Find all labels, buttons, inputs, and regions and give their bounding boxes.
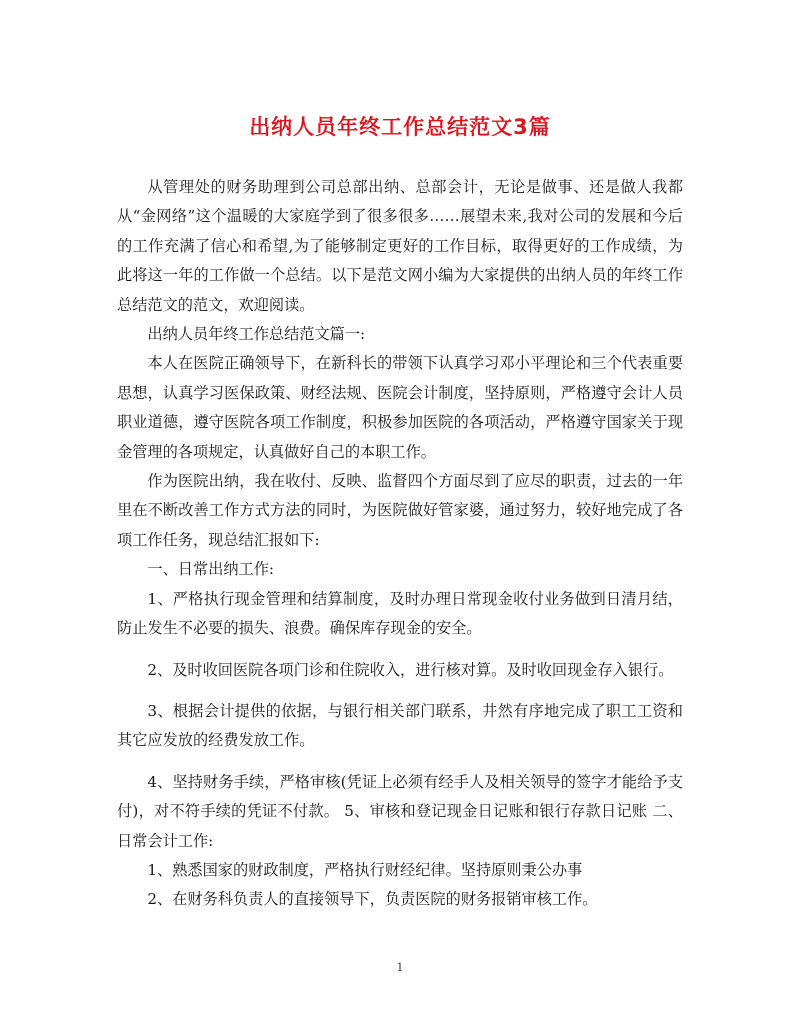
paragraph-list-item: 2、及时收回医院各项门诊和住院收入，进行核对算。及时收回现金存入银行。 [147,660,674,679]
paragraph-section-heading: 出纳人员年终工作总结范文篇一: [147,325,366,344]
document-title: 出纳人员年终工作总结范文3篇 [249,115,551,139]
document-body [117,173,683,915]
paragraph-body: 本人在医院正确领导下，在新科长的带领下认真学习邓小平理论和三个代表重要思想，认真学习医保政策、财经法规、医院会计制度，坚持原则，严格遵守会计人员职业道德，遵守医院各项工作制度，积极参加医院的各项活动，严格遵守国家关于现金管理的各项规定，认真做好自己的本职工作。 [117,354,683,461]
paragraph-list-item: 3、根据会计提供的依据，与银行相关部门联系，井然有序地完成了职工工资和其它应发放的经费发放工作。 [117,701,683,750]
page-number: 1 [396,961,404,974]
paragraph-list-item: 1、熟悉国家的财政制度，严格执行财经纪律。坚持原则秉公办事 [147,860,583,879]
paragraph-subheading: 一、日常出纳工作: [147,560,275,579]
paragraph-list-item: 1、严格执行现金管理和结算制度，及时办理日常现金收付业务做到日清月结，防止发生不必要的损失、浪费。确保库存现金的安全。 [117,589,683,638]
paragraph-body: 作为医院出纳，我在收付、反映、监督四个方面尽到了应尽的职责，过去的一年里在不断改善工作方式方法的同时，为医院做好管家婆，通过努力，较好地完成了各项工作任务，现总结汇报如下: [117,472,683,549]
paragraph-intro: 从管理处的财务助理到公司总部出纳、总部会计，无论是做事、还是做人我都从“金网络”这个温暖的大家庭学到了很多很多……展望未来,我对公司的发展和今后的工作充满了信心和希望,为了能够制定更好的工作目标，取得更好的工作成绩，为此将这一年的工作做一个总结。以下是范文网小编为大家提供的出纳人员的年终工作总结范文的范文，欢迎阅读。 [117,178,683,314]
paragraph-list-item: 4、坚持财务手续，严格审核(凭证上必须有经手人及相关领导的签字才能给予支付)，对不符手续的凭证不付款。 5、审核和登记现金日记账和银行存款日记账 二、日常会计工作: [117,772,683,850]
paragraph-list-item: 2、在财务科负责人的直接领导下，负责医院的财务报销审核工作。 [147,890,598,909]
